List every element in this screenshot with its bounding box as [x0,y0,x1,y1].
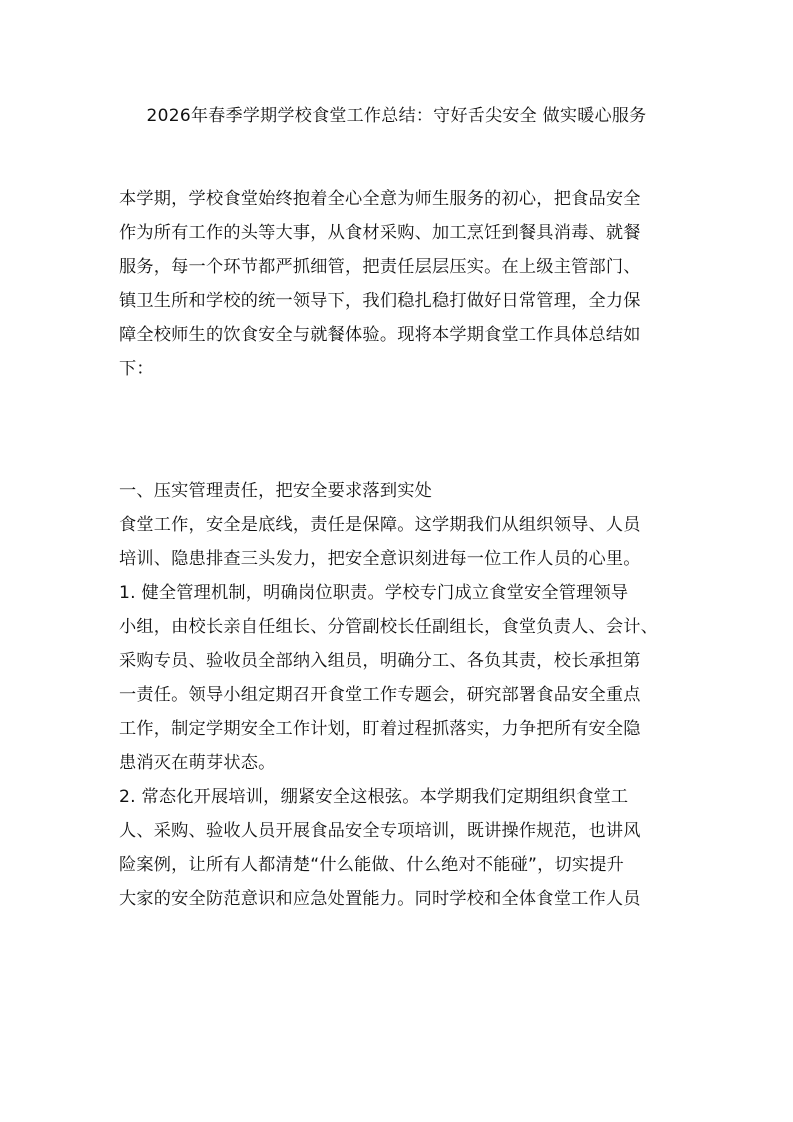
paragraph-line: 采购专员、验收员全部纳入组员，明确分工、各负其责，校长承担第 [119,651,641,671]
document-title: 2026年春季学期学校食堂工作总结：守好舌尖安全 做实暖心服务 [146,106,647,126]
paragraph-line: 大家的安全防范意识和应急处置能力。同时学校和全体食堂工作人员 [119,889,641,909]
paragraph-line: 下： [119,359,154,379]
paragraph-line: 障全校师生的饮食安全与就餐体验。现将本学期食堂工作具体总结如 [119,325,641,345]
paragraph-line: 1. 健全管理机制，明确岗位职责。学校专门成立食堂安全管理领导 [119,583,629,603]
paragraph-line: 工作，制定学期安全工作计划，盯着过程抓落实，力争把所有安全隐 [119,719,641,739]
paragraph-line: 培训、隐患排查三头发力，把安全意识刻进每一位工作人员的心里。 [119,549,641,569]
paragraph-line: 镇卫生所和学校的统一领导下，我们稳扎稳打做好日常管理，全力保 [119,291,641,311]
paragraph-line: 本学期，学校食堂始终抱着全心全意为师生服务的初心，把食品安全 [119,189,641,209]
paragraph-line: 人、采购、验收人员开展食品安全专项培训，既讲操作规范，也讲风 [119,821,641,841]
paragraph-line: 险案例，让所有人都清楚“什么能做、什么绝对不能碰”，切实提升 [119,855,625,875]
paragraph-line: 患消灭在萌芽状态。 [119,753,276,773]
paragraph-line: 小组，由校长亲自任组长、分管副校长任副组长，食堂负责人、会计、 [119,617,659,637]
paragraph-line: 作为所有工作的头等大事，从食材采购、加工烹饪到餐具消毒、就餐 [119,223,641,243]
paragraph-line: 食堂工作，安全是底线，责任是保障。这学期我们从组织领导、人员 [119,515,641,535]
paragraph-line: 服务，每一个环节都严抓细管，把责任层层压实。在上级主管部门、 [119,257,641,277]
section-heading: 一、压实管理责任，把安全要求落到实处 [119,481,432,501]
paragraph-line: 一责任。领导小组定期召开食堂工作专题会，研究部署食品安全重点 [119,685,641,705]
paragraph-line: 2. 常态化开展培训，绷紧安全这根弦。本学期我们定期组织食堂工 [119,787,629,807]
